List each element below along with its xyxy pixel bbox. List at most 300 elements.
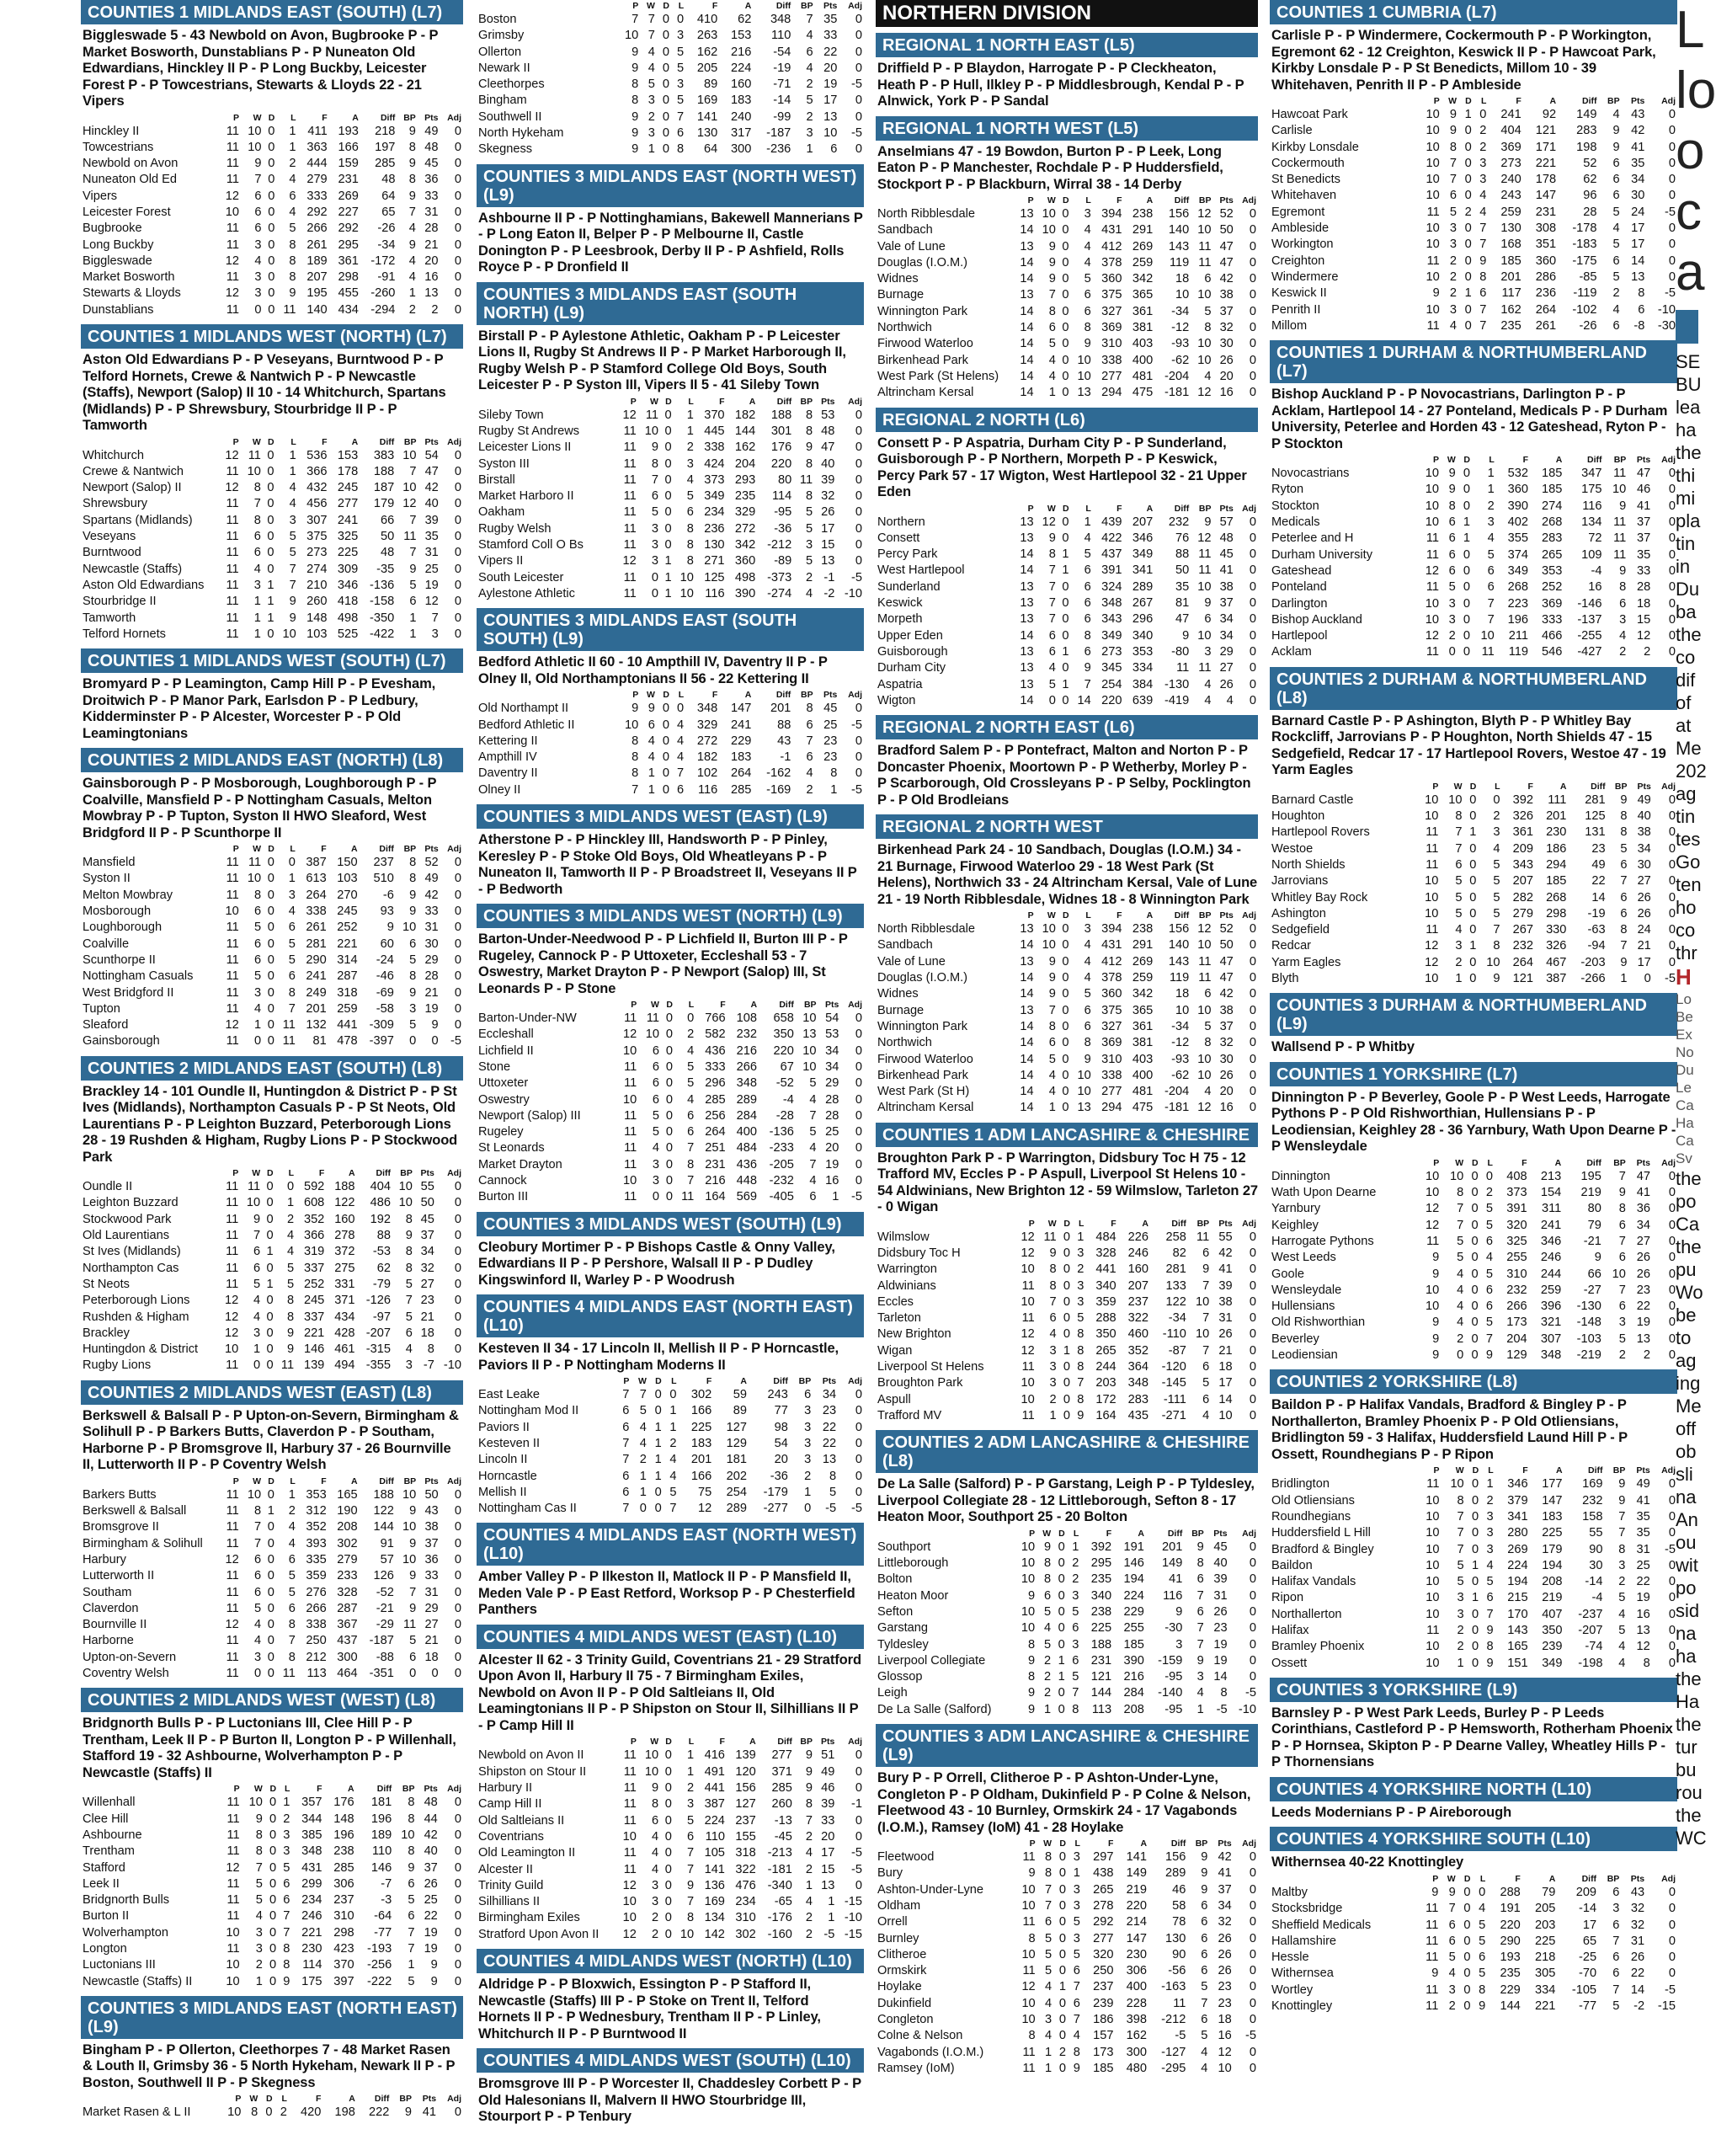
team-name: Sunderland	[877, 579, 941, 594]
stat-cell: 2	[1448, 1999, 1456, 2013]
stat-cell: 8	[652, 1797, 659, 1812]
stat-cell: 235	[1500, 1967, 1521, 1981]
header-cell: D	[666, 1000, 673, 1011]
stat-cell: 0	[855, 1813, 862, 1828]
stat-cell: 238	[1132, 207, 1154, 221]
stat-cell: 36	[424, 173, 439, 187]
table-row	[81, 1633, 463, 1649]
stat-cell: 225	[690, 1420, 712, 1434]
stat-cell: 230	[1546, 825, 1567, 840]
stat-cell: 266	[306, 221, 328, 236]
league-section	[876, 1123, 1258, 1425]
header-cell: BP	[800, 1737, 813, 1748]
stat-cell: 9	[632, 45, 639, 59]
stat-cell: 8	[806, 702, 813, 716]
stat-cell: 532	[1507, 467, 1529, 481]
stat-cell: 156	[1168, 207, 1190, 221]
stat-cell: 8	[1455, 809, 1463, 824]
stat-cell: 0	[855, 505, 862, 520]
stat-cell: 0	[855, 1878, 862, 1892]
stat-cell: 0	[268, 124, 275, 138]
header-cell: Adj	[1661, 1465, 1676, 1476]
table-row	[81, 1552, 463, 1568]
stat-cell: 320	[1093, 1947, 1114, 1961]
team-name: Wortley	[1271, 1983, 1314, 1997]
stat-cell: 218	[1535, 1951, 1556, 1965]
table-row	[1270, 172, 1677, 188]
stat-cell: 13	[1631, 270, 1645, 284]
team-name: Coventry Welsh	[83, 1667, 169, 1681]
stat-cell: 0	[454, 937, 461, 951]
stat-cell: 11	[1481, 645, 1495, 659]
stat-cell: 189	[306, 253, 328, 268]
stat-cell: 9	[1619, 563, 1627, 578]
header-cell: Adj	[848, 1, 862, 11]
stat-cell: 0	[1249, 369, 1256, 383]
header-cell: L	[281, 2094, 287, 2105]
stat-cell: 0	[1058, 1996, 1066, 2010]
stat-cell: 0	[1249, 1850, 1256, 1865]
stat-cell: 299	[301, 1876, 322, 1891]
team-name: Leek II	[83, 1876, 120, 1891]
league-table	[81, 1783, 463, 1990]
table-row	[477, 1796, 864, 1812]
body-text-fragment: the	[1676, 1714, 1702, 1735]
stat-cell: 6	[1084, 563, 1091, 578]
stat-cell: 0	[1463, 1967, 1471, 1981]
stat-cell: 27	[424, 1618, 439, 1632]
stat-cell: 0	[662, 766, 670, 781]
stat-cell: 3	[255, 1941, 263, 1956]
stat-cell: 10	[1425, 809, 1439, 824]
results-text: Dinnington P - P Beverley, Goole P - P West Leeds, Harrogate Pythons P - P Old Rishworthian, Hullensians P - P Leodiensian, Keighley 28 - 36 Yarnbury, Wath Upon Dearne P - P Wensleydale	[1271, 1089, 1676, 1155]
stat-cell: 6	[1618, 1251, 1626, 1265]
stat-cell: 314	[337, 953, 358, 967]
stat-cell: 0	[269, 1828, 277, 1842]
stat-cell: 10	[1426, 1656, 1440, 1670]
stat-cell: 5	[1448, 1951, 1456, 1965]
stat-cell: 343	[1512, 857, 1533, 872]
stat-cell: -178	[1572, 221, 1597, 236]
stat-cell: 237	[735, 1813, 756, 1828]
league-section	[1270, 340, 1677, 661]
stat-cell: 8	[288, 1618, 296, 1632]
stat-cell: 291	[1132, 223, 1154, 237]
stat-cell: 53	[825, 1027, 839, 1042]
stat-cell: 6	[622, 1469, 630, 1483]
table-row	[477, 734, 864, 750]
stat-cell: -5	[825, 1502, 837, 1516]
stat-cell: 208	[1542, 1575, 1563, 1589]
stat-cell: 392	[1512, 792, 1533, 807]
stat-cell: 0	[454, 1844, 461, 1859]
team-name: Durham University	[1271, 547, 1373, 562]
team-name: Longton	[83, 1941, 127, 1956]
table-row	[876, 1100, 1258, 1116]
stat-cell: -256	[367, 1958, 392, 1972]
stat-cell: 20	[774, 1453, 788, 1467]
stat-cell: 189	[370, 1828, 392, 1842]
stat-cell: 7	[1485, 1331, 1493, 1346]
stat-cell: 1	[286, 1196, 295, 1210]
stat-cell: 4	[1457, 1315, 1464, 1330]
stat-cell: 0	[1668, 629, 1676, 643]
stat-cell: 62	[1583, 173, 1597, 187]
stat-cell: 369	[1541, 596, 1563, 611]
stat-cell: 125	[1585, 809, 1606, 824]
stat-cell: 11	[226, 1487, 239, 1502]
stat-cell: 35	[1636, 547, 1651, 562]
stat-cell: 32	[821, 489, 835, 504]
league-table	[81, 843, 463, 1050]
stat-cell: 265	[1541, 547, 1563, 562]
stat-cell: 7	[1044, 1898, 1053, 1913]
list-fragment: Lo	[1676, 991, 1692, 1007]
stat-cell: 26	[424, 1876, 438, 1891]
table-row	[1270, 1918, 1677, 1934]
stat-cell: 220	[1500, 1918, 1521, 1932]
stat-cell: 341	[1132, 563, 1154, 578]
stat-cell: 14	[1020, 628, 1034, 643]
table-row	[81, 124, 463, 140]
stat-cell: 26	[1637, 890, 1651, 905]
stat-cell: 0	[454, 124, 461, 138]
stat-cell: 7	[1448, 1902, 1456, 1916]
stat-cell: 196	[370, 1812, 392, 1826]
stat-cell: -355	[365, 1358, 391, 1373]
header-cell: Pts	[823, 1, 838, 11]
stat-cell: -5	[851, 1862, 862, 1876]
team-name: Ambleside	[1271, 221, 1330, 236]
team-name: Upper Eden	[877, 628, 943, 643]
table-row	[81, 1358, 463, 1374]
header-team	[876, 1838, 1013, 1849]
stat-cell: 273	[1500, 156, 1521, 170]
stat-cell: 10	[1021, 1996, 1036, 2010]
stat-cell: 48	[821, 424, 835, 438]
stat-cell: 23	[1591, 841, 1606, 856]
stat-cell: 2	[408, 302, 416, 317]
stat-cell: 0	[664, 1748, 672, 1763]
stat-cell: 0	[1063, 1246, 1071, 1260]
header-cell: W	[1047, 195, 1056, 205]
stat-cell: 7	[1457, 1542, 1464, 1556]
stat-cell: 400	[736, 1125, 758, 1139]
stat-cell: 232	[1506, 1283, 1527, 1297]
header-cell: F	[1527, 781, 1533, 792]
stat-cell: 478	[337, 1034, 358, 1049]
stat-cell: -181	[1164, 386, 1190, 400]
stat-cell: 177	[1542, 1477, 1563, 1492]
stat-cell: 1	[687, 1764, 695, 1779]
stat-cell: 11	[1173, 1996, 1186, 2010]
stat-cell: 0	[1048, 693, 1056, 707]
stat-cell: 11	[1426, 857, 1439, 872]
team-name: Bournville II	[83, 1618, 147, 1632]
header-cell: W	[1047, 1218, 1057, 1229]
stat-cell: 302	[690, 1388, 712, 1402]
table-row	[876, 1035, 1258, 1051]
header-team	[477, 1375, 616, 1387]
stat-cell: 324	[1101, 579, 1122, 594]
stat-cell: 2	[805, 1927, 813, 1941]
stat-cell: 77	[774, 1404, 788, 1418]
stat-cell: 1	[1072, 1540, 1079, 1554]
stat-cell: 7	[651, 472, 658, 487]
stat-cell: 8	[1620, 923, 1628, 937]
stat-cell: 13	[1020, 954, 1034, 969]
stat-cell: 294	[1546, 857, 1567, 872]
stat-cell: 25	[1636, 1558, 1650, 1572]
body-text-fragment: lea	[1676, 397, 1701, 418]
team-name: St Leonards	[478, 1141, 545, 1155]
league-heading: COUNTIES 2 MIDLANDS EAST (SOUTH) (L8)	[81, 1056, 463, 1081]
league-section	[477, 1294, 864, 1517]
stat-cell: 1	[654, 1453, 662, 1467]
stat-cell: 0	[454, 270, 461, 285]
table-row	[81, 904, 463, 920]
table-row	[81, 562, 463, 578]
table-header-row	[1270, 1465, 1677, 1476]
header-cell: Adj	[447, 1168, 461, 1179]
stat-cell: -95	[774, 505, 792, 520]
stat-cell: 0	[1668, 1348, 1676, 1363]
table-row	[876, 1882, 1258, 1898]
stat-cell: 0	[855, 109, 862, 124]
stat-cell: 6	[409, 937, 417, 951]
stat-cell: 0	[855, 472, 862, 487]
header-cell: L	[1487, 1157, 1493, 1168]
team-name: Birstall	[478, 472, 515, 487]
header-cell: Diff	[1586, 1157, 1601, 1168]
stat-cell: -5	[1245, 2029, 1256, 2043]
stat-cell: 232	[1168, 515, 1190, 529]
table-row	[876, 1604, 1258, 1620]
stat-cell: 229	[1500, 1983, 1521, 1997]
results-text: Berkswell & Balsall P - P Upton-on-Severn, Birmingham & Solihull P - P Barkers Butts, Claverdon P - P Southam, Harborne P - P Bromsgrove II, Harbury 37 - 26 Bournville II, Lutterworth II P - P Coventry Welsh	[83, 1407, 459, 1473]
stat-cell: 38	[1219, 579, 1234, 594]
team-name: Stockton	[1271, 499, 1319, 513]
stat-cell: 0	[1058, 1866, 1066, 1881]
stat-cell: 0	[1493, 792, 1500, 807]
stat-cell: 305	[1535, 1967, 1556, 1981]
body-text-fragment: Me	[1676, 738, 1702, 759]
stat-cell: 0	[1668, 547, 1676, 562]
stat-cell: 287	[337, 1601, 358, 1615]
stat-cell: 6	[1204, 987, 1212, 1001]
stat-cell: 5	[1485, 1202, 1493, 1216]
stat-cell: 5	[286, 1277, 295, 1291]
stat-cell: 10	[1450, 1477, 1464, 1492]
stat-cell: 6	[1201, 2012, 1208, 2026]
table-row	[477, 1469, 864, 1485]
stat-cell: 445	[704, 424, 725, 438]
league-section	[876, 715, 1258, 808]
stat-cell: 179	[373, 497, 395, 511]
stat-cell: 4	[1084, 938, 1091, 953]
table-header-row	[477, 999, 864, 1011]
stat-cell: 42	[1218, 1246, 1233, 1260]
stat-cell: 0	[267, 1001, 274, 1016]
team-name: Spartans (Midlands)	[83, 513, 193, 527]
stat-cell: 4	[677, 750, 685, 765]
stat-cell: 207	[1512, 874, 1533, 889]
stat-cell: 0	[1063, 1360, 1071, 1374]
team-name: Bury	[877, 1866, 903, 1881]
table-row	[81, 172, 463, 188]
stat-cell: -274	[767, 586, 792, 600]
stat-cell: 27	[1636, 1234, 1650, 1248]
stat-cell: -5	[1665, 971, 1676, 985]
stat-cell: 306	[333, 1876, 354, 1891]
stat-cell: 5	[405, 1277, 413, 1291]
table-row	[81, 302, 463, 318]
team-name: Newcastle (Staffs) II	[83, 1974, 193, 1988]
stat-cell: 10	[1425, 515, 1439, 530]
stat-cell: 0	[1249, 1621, 1256, 1636]
stat-cell: 10	[624, 29, 639, 43]
team-name: Orrell	[877, 1915, 908, 1929]
stat-cell: 0	[454, 1667, 461, 1681]
team-name: Stourbridge II	[83, 595, 157, 609]
table-row	[81, 969, 463, 985]
stat-cell: 435	[1127, 1408, 1148, 1422]
stat-cell: 0	[855, 702, 862, 716]
league-section	[81, 1380, 463, 1683]
stat-cell: 348	[1540, 1348, 1562, 1363]
stat-cell: 9	[647, 702, 655, 716]
stat-cell: 8	[255, 1844, 263, 1859]
stat-cell: 300	[1126, 2045, 1148, 2059]
body-text-fragment: sid	[1676, 1600, 1700, 1621]
stat-cell: 4	[288, 1536, 296, 1550]
league-section	[876, 408, 1258, 710]
stat-cell: 0	[1463, 499, 1470, 513]
stat-cell: 19	[1213, 1637, 1228, 1652]
stat-cell: 0	[454, 953, 461, 967]
stat-cell: -79	[372, 1277, 391, 1291]
stat-cell: -136	[769, 1125, 794, 1139]
stat-cell: 467	[1546, 955, 1567, 969]
stat-cell: 8	[1077, 1360, 1084, 1374]
stat-cell: 0	[1062, 612, 1069, 627]
stat-cell: 4	[669, 1453, 677, 1467]
stat-cell: 160	[1127, 1262, 1148, 1277]
stat-cell: 214	[1126, 1915, 1148, 1929]
stat-cell: 14	[1591, 890, 1606, 905]
stat-cell: 11	[623, 1764, 637, 1779]
stat-cell: 9	[1027, 1588, 1036, 1603]
stat-cell: 0	[1249, 596, 1256, 611]
table-header-row	[81, 112, 463, 124]
stat-cell: 10	[1426, 221, 1440, 236]
stat-cell: 8	[1448, 499, 1456, 513]
team-name: Alcester II	[478, 1862, 533, 1876]
stat-cell: -8	[1633, 318, 1645, 333]
stat-cell: 0	[1471, 1202, 1479, 1216]
stat-cell: 6	[1049, 1311, 1057, 1326]
stat-cell: 37	[424, 1536, 439, 1550]
stat-cell: 148	[333, 1812, 354, 1826]
stat-cell: 146	[370, 1860, 392, 1875]
stat-cell: 6	[804, 1388, 812, 1402]
stat-cell: 546	[1541, 645, 1563, 659]
header-cell: W	[253, 844, 262, 855]
league-heading: COUNTIES 3 MIDLANDS WEST (NORTH) (L9)	[477, 904, 864, 928]
header-cell: F	[1516, 96, 1521, 106]
table-row	[876, 677, 1258, 693]
stat-cell: 10	[402, 1520, 417, 1534]
stat-cell: 7	[1612, 1934, 1620, 1948]
stat-cell: 34	[1636, 1218, 1650, 1232]
stat-cell: 221	[1535, 156, 1557, 170]
stat-cell: 21	[424, 1634, 439, 1648]
stat-cell: 148	[306, 611, 328, 625]
stat-cell: 29	[825, 1076, 839, 1091]
stat-cell: 186	[1546, 841, 1567, 856]
stat-cell: 8	[286, 1294, 295, 1308]
header-cell: D	[1463, 1873, 1471, 1884]
stat-cell: 11	[623, 456, 637, 471]
stat-cell: 3	[1077, 1294, 1084, 1309]
stat-cell: 455	[338, 286, 359, 301]
stat-cell: 7	[1449, 173, 1458, 187]
stat-cell: 4	[647, 734, 655, 748]
stat-cell: 6	[1201, 1964, 1208, 1978]
stat-cell: 21	[1637, 939, 1651, 953]
stat-cell: 392	[1090, 1540, 1112, 1554]
header-cell: D	[663, 690, 670, 701]
stat-cell: 3	[1073, 1898, 1080, 1913]
stat-cell: 10	[802, 1059, 817, 1074]
stat-cell: 10	[402, 481, 417, 495]
team-name: Coventrians	[478, 1829, 544, 1844]
body-text-fragment: ob	[1676, 1441, 1697, 1462]
header-team	[876, 1218, 1013, 1230]
body-text-fragment: thi	[1676, 465, 1696, 486]
stat-cell: 4	[255, 1909, 263, 1924]
stat-cell: -62	[1171, 1068, 1190, 1082]
stat-cell: 0	[1464, 237, 1472, 252]
stat-cell: 13	[1020, 661, 1034, 675]
table-row	[876, 2012, 1258, 2028]
stat-cell: 11	[226, 1034, 239, 1049]
stat-cell: 3	[1449, 237, 1458, 252]
header-team	[477, 1736, 616, 1748]
table-row	[477, 750, 864, 766]
stat-cell: 7	[288, 1001, 296, 1016]
stat-cell: 34	[825, 1059, 839, 1074]
stat-cell: 374	[1507, 547, 1529, 562]
table-row	[876, 1359, 1258, 1375]
team-name: Broughton Park	[877, 1376, 963, 1390]
stat-cell: 203	[1095, 1376, 1116, 1390]
team-name: Creighton	[1271, 253, 1325, 268]
stat-cell: 1	[639, 1485, 647, 1499]
stat-cell: -65	[774, 1895, 792, 1909]
stat-cell: 0	[454, 302, 461, 317]
team-name: Trinity Guild	[478, 1878, 544, 1892]
stat-cell: 173	[1506, 1315, 1527, 1330]
stat-cell: 309	[337, 562, 359, 576]
stat-cell: 12	[225, 481, 239, 495]
stat-cell: -1	[851, 1797, 862, 1812]
table-row	[876, 1343, 1258, 1359]
stat-cell: 301	[770, 424, 792, 438]
stat-cell: 4	[253, 1634, 262, 1648]
stat-cell: 201	[1500, 270, 1521, 284]
stat-cell: 8	[1072, 1702, 1079, 1716]
